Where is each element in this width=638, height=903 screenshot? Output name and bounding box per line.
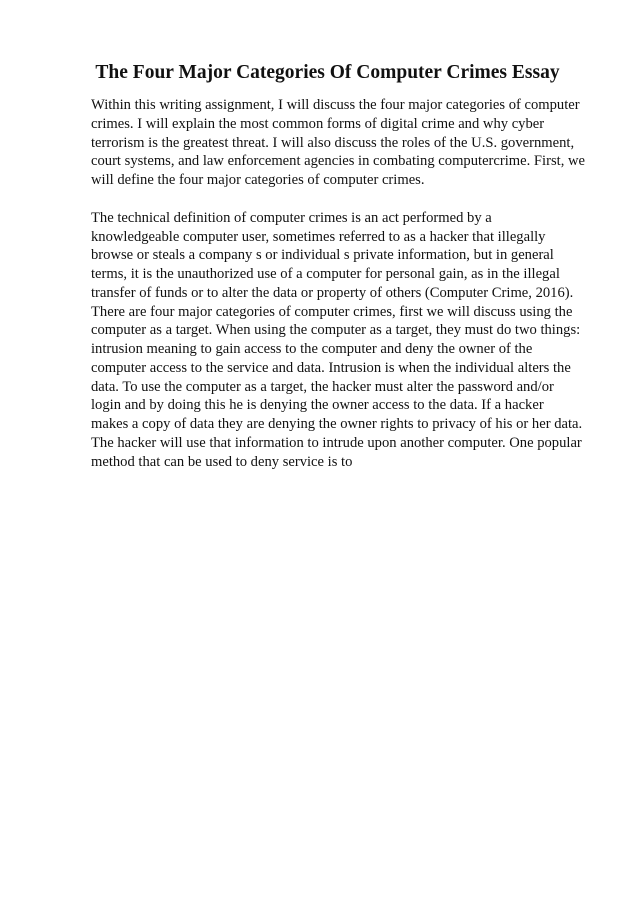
paragraph-line: makes a copy of data they are denying the owner rights to privacy of his or her data. bbox=[91, 416, 583, 432]
paragraph-line: knowledgeable computer user, sometimes referred to as a hacker that illegally bbox=[91, 228, 546, 245]
paragraph-line: terms, it is the unauthorized use of a computer for personal gain, as in the illegal bbox=[91, 266, 560, 282]
paragraph-line: There are four major categories of computer crimes, first we will discuss using the bbox=[91, 303, 573, 320]
paragraph-line: method that can be used to deny service is to bbox=[91, 453, 353, 470]
essay-title: The Four Major Categories Of Computer Crimes Essay bbox=[95, 62, 560, 83]
paragraph-line: data. To use the computer as a target, the hacker must alter the password and/or bbox=[91, 378, 554, 395]
paragraph-line: terrorism is the greatest threat. I will also discuss the roles of the U.S. government, bbox=[91, 134, 575, 151]
paragraph-line: intrusion meaning to gain access to the computer and deny the owner of the bbox=[91, 341, 533, 357]
paragraph-line: browse or steals a company s or individual s private information, but in general bbox=[91, 247, 554, 264]
paragraph-line: computer access to the service and data. Intrusion is when the individual alters the bbox=[91, 359, 571, 376]
paragraph-line: crimes. I will explain the most common forms of digital crime and why cyber bbox=[91, 115, 545, 132]
paragraph-line: login and by doing this he is denying the owner access to the data. If a hacker bbox=[91, 397, 544, 414]
paragraph-definition bbox=[91, 209, 590, 472]
paragraph-line: transfer of funds or to alter the data or property of others (Computer Crime, 2016). bbox=[91, 284, 574, 301]
paragraph-line: The hacker will use that information to intrude upon another computer. One popular bbox=[91, 434, 582, 451]
paragraph-line: will define the four major categories of computer crimes. bbox=[91, 172, 425, 188]
paragraph-line: The technical definition of computer crimes is an act performed by a bbox=[91, 209, 492, 226]
paragraph-line: court systems, and law enforcement agencies in combating computercrime. First, we bbox=[91, 153, 586, 170]
paragraph-intro bbox=[91, 96, 590, 190]
paragraph-line: Within this writing assignment, I will discuss the four major categories of computer bbox=[91, 97, 580, 113]
paragraph-line: computer as a target. When using the computer as a target, they must do two things: bbox=[91, 322, 581, 339]
